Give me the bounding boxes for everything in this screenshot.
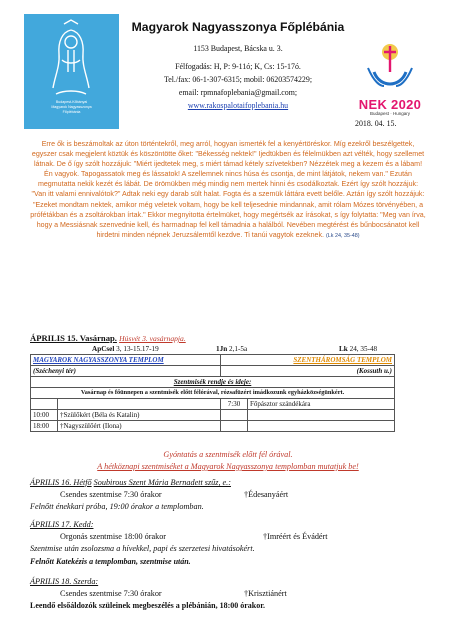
reading-3-ref: 24, 35-48 — [349, 345, 378, 353]
church-right-name: SZENTHÁROMSÁG TEMPLOM — [221, 355, 395, 366]
reading-1 — [92, 345, 159, 353]
day-bold-note: Felnőtt Katekézis a templomban, szentmise után. — [30, 557, 191, 566]
reading-3-book: Lk — [339, 345, 348, 353]
day-title: ÁPRILIS 18. Szerda: — [30, 577, 99, 586]
mass-intention: †Nagyszülőért (Ilona) — [58, 421, 221, 432]
mass-time: 10:00 — [31, 410, 58, 421]
mass-time — [31, 399, 58, 410]
table-row — [31, 388, 395, 399]
day-title: ÁPRILIS 16. Hétfő — [30, 478, 92, 487]
nek-cross-icon — [360, 42, 420, 96]
day-feast: Soubirous Szent Mária Bernadett szűz, e.: — [93, 478, 231, 487]
day-intention: †Krisztiánért — [244, 589, 287, 598]
reading-2-book: 1Jn — [216, 345, 228, 353]
logo-caption-2: Magyarok Nagyasszonya — [51, 105, 92, 109]
table-row — [31, 421, 395, 432]
gospel-reference: (Lk 24, 35-48) — [325, 232, 360, 239]
day-mass: Csendes szentmise 7:30 órakor — [60, 490, 162, 499]
sunday-liturgical: Húsvét 3. vasárnapja. — [119, 334, 186, 343]
parish-address: 1153 Budapest, Bácska u. 3. — [193, 44, 283, 53]
reading-3 — [339, 345, 377, 353]
mass-schedule-table — [30, 354, 395, 432]
day-wednesday-title — [30, 577, 98, 586]
mass-time-2 — [221, 421, 248, 432]
nek-logo-text: NEK 2020 — [358, 97, 422, 112]
nek-logo-subtitle: Budapest · Hungary — [369, 111, 411, 116]
office-hours: Félfogadás: H, P: 9-11ó; K, Cs: 15-17ó. — [175, 62, 301, 71]
mass-intention-2 — [248, 410, 395, 421]
order-title: Szentmisék rendje és ideje: — [31, 377, 395, 388]
parish-title: Magyarok Nagyasszonya Főplébánia — [131, 20, 345, 34]
day-note: Szentmise után zsolozsma a hívekkel, papi és szerzetesi hivatásokért. — [30, 544, 255, 553]
reading-2-ref: 2,1-5a — [228, 345, 248, 353]
website-link[interactable]: www.rakospalotaifoplebania.hu — [187, 101, 289, 110]
day-mass: Csendes szentmise 7:30 órakor — [60, 589, 162, 598]
table-row — [31, 410, 395, 421]
parish-logo — [24, 14, 119, 129]
mass-time: 18:00 — [31, 421, 58, 432]
table-row — [31, 366, 395, 377]
sunday-date: ÁPRILIS 15. Vasárnap. — [30, 333, 117, 343]
church-right-location: (Kossuth u.) — [221, 366, 395, 377]
table-row — [31, 399, 395, 410]
gospel-text — [30, 139, 426, 241]
day-intention: †Imréért és Évádért — [263, 532, 328, 541]
table-row — [31, 355, 395, 366]
logo-caption-3: Főplébánia — [62, 110, 81, 114]
gospel-paragraph: Erre ők is beszámoltak az úton történtekről, meg arról, hogyan ismerték fel a kenyértöréskor. Míg ezekről beszélgettek, egyszer csak megjelent köztük és köszöntötte őket: "Békesség nektek!" Ijedtükben és félelmükben azt vélték, hogy szellemet látnak. De ő így szólt hozzájuk: "Miért ijedtetek meg, s miért támad kétely szívetekben? Nézzétek meg a kezem és a lábam! Én vagyok. Tapogassatok meg és lássatok! A szellemnek nincs húsa és csontja, de mint látjátok, nekem van." Ezután megmutatta nekik kezét és lábát. De örömükben még mindig nem mertek hinni és csodálkoztak. Ezért így szólt hozzájuk: "Van itt valami ennivalótok?" Adtak neki egy darab sült halat. Fogta és a szemük láttára evett belőle. Aztán így szólt hozzájuk: "Ezeket mondtam nektek, amikor még veletek voltam, hogy be kell teljesednie mindannak, amit rólam Mózes törvényében, a prófétákban és a zsoltárokban írtak." Ekkor megnyitotta értelmüket, hogy megértsék az írásokat, s így folytatta: "Meg van írva, hogy a Messiásnak szenvednie kell, és harmadnap fel kell támadnia a halálból. Nevében megtérést és bűnbocsánatot kell hirdetni minden népnek Jeruzsálemtől kezdve. Ti tanúi vagytok ezeknek. — [30, 140, 426, 239]
email-line: email: rpmnafoplebania@gmail.com; — [178, 88, 298, 97]
day-intention: †Édesanyáért — [244, 490, 289, 499]
day-title: ÁPRILIS 17. Kedd: — [30, 520, 94, 529]
day-monday-title — [30, 478, 231, 487]
bulletin-date: 2018. 04. 15. — [355, 119, 397, 128]
mass-intention — [58, 399, 221, 410]
church-left-name: MAGYAROK NAGYASSZONYA TEMPLOM — [31, 355, 221, 366]
day-tuesday-title — [30, 520, 93, 529]
mass-time-2 — [221, 410, 248, 421]
church-left-location: (Széchenyi tér) — [31, 366, 221, 377]
day-note: Felnőtt énekkari próba, 19:00 órakor a templomban. — [30, 502, 204, 511]
reading-2 — [216, 345, 247, 353]
table-row — [31, 377, 395, 388]
sunday-title — [30, 333, 186, 343]
logo-caption-1: Budapest-Kőbányai — [55, 100, 88, 104]
day-bold-note: Leendő elsőáldozók szüleinek megbeszélés a plébánián, 18:00 órakor. — [30, 601, 266, 610]
website-link-row — [128, 101, 348, 110]
mass-intention-2 — [248, 421, 395, 432]
phone-line: Tel./fax: 06-1-307-6315; mobil: 06203574229; — [163, 75, 313, 84]
rosary-note: Vasárnap és főünnepen a szentmisék előtt félórával, rózsafüzért imádkozunk egyházközségünkért. — [31, 388, 395, 399]
confession-notice: Gyóntatás a szentmisék előtt fél órával. — [163, 450, 293, 459]
mass-intention-2: Főpásztor szándékára — [248, 399, 395, 410]
weekday-notice: A hétköznapi szentmiséket a Magyarok Nagyasszonya templomban mutatjuk be! — [97, 462, 359, 471]
reading-1-ref: 3, 13-15.17-19 — [116, 345, 159, 353]
day-mass: Orgonás szentmise 18:00 órakor — [60, 532, 167, 541]
mass-intention: †Szülőkért (Béla és Katalin) — [58, 410, 221, 421]
mass-time-2: 7:30 — [221, 399, 248, 410]
reading-1-book: ApCsel — [92, 345, 115, 353]
